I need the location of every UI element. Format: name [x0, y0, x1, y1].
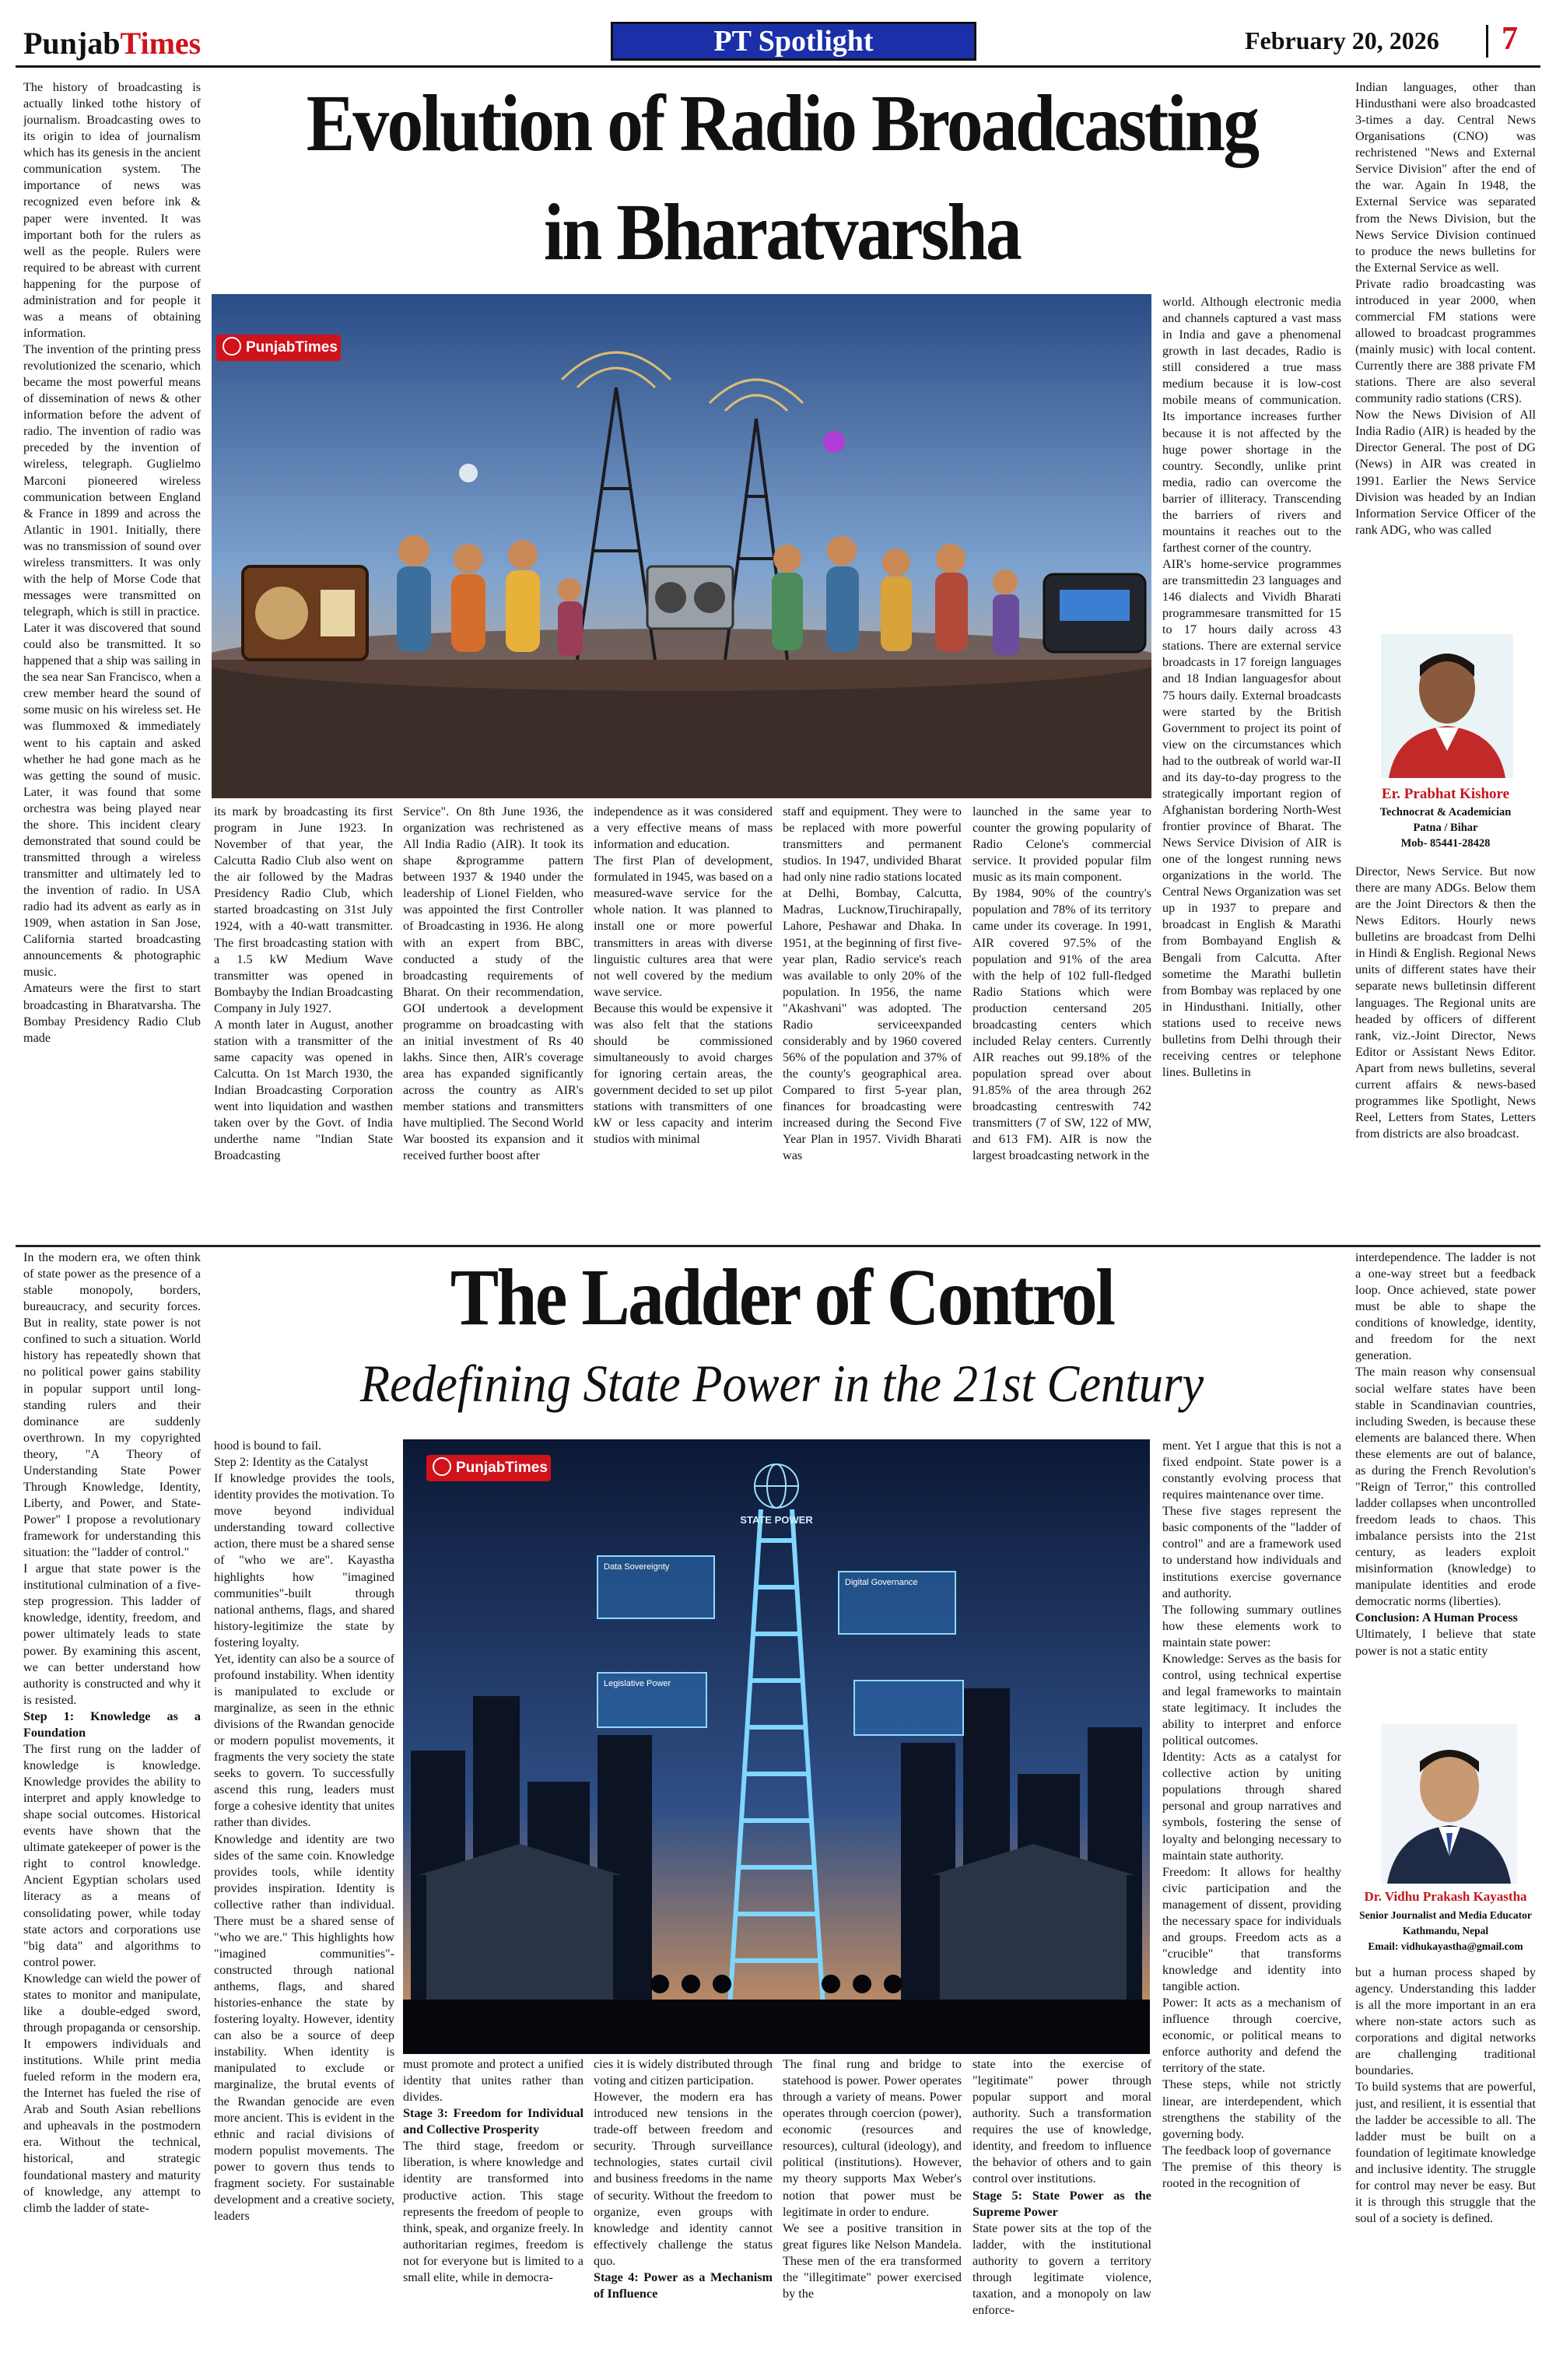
- article2-col7-text: ment. Yet I argue that this is not a fixed endpoint. State power is a constantly evolving process that requires maintenance over time. These five stages represent the basic components of the "ladder of control" and are a framework used to understand how individuals and institutions exercise governance and authority. The following summary outlines how these elements work to maintain state power: Knowledge: Serves as the basis for control, using technical expertise and legal frameworks to maintain state legitimacy. It includes the ability to interpret and enforce political outcomes. Identity: Acts as a catalyst for collective action by uniting populations through shared personal and group narratives and symbols, fostering the sense of loyalty and belonging necessary to maintain state authority. Freedom: It allows for healthy civic participation and the management of dissent, providing the necessary space for individuals and groups. Freedom acts as a "crucible" that transforms knowledge and identity into tangible action. Power: It acts as a mechanism of influence through coercive, economic, or political means to enforce authority and defend the territory of the state. These steps, while not strictly linear, are interdependent, which strengthens the stability of the governing body. The feedback loop of governance The premise of this theory is rooted in the recognition of: [1162, 1439, 1341, 2190]
- article2-col1-text: In the modern era, we often think of state power as the presence of a stable monopoly, borders, bureaucracy, and security forces. But in reality, state power is not confined to such a situation. World history has repeatedly shown that no political power gains stability in popular support until long-standing rulers and their dominance are suddenly overthrown. In my copyrighted theory, "A Theory of Understanding State Power Through Knowledge, Identity, Liberty, and Power, and State-Power" I propose a revolutionary framework for understanding this situation: the "ladder of control." I argue that state power is the institutional culmination of a five-step progression. This ladder of knowledge, identity, freedom, and power ultimately leads to state power. By examining this ascent, we can better understand how authority is constructed and why it is resisted.: [23, 1250, 201, 1707]
- issue-date: February 20, 2026: [1245, 26, 1439, 54]
- author1-title: Technocrat & Academician: [1379, 806, 1512, 818]
- article2-col8-mid: Ultimately, I believe that state power is not a static entity: [1355, 1627, 1536, 1658]
- radio-illustration: [212, 294, 1151, 798]
- article2-subtitle: Redefining State Power in the 21st Century: [359, 1354, 1204, 1413]
- article1-col5-text: staff and equipment. They were to be replaced with more powerful transmitters and permanent studios. In 1947, undivided Bharat had only nine radio stations located at Delhi, Bombay, Calcutta, Madras, Lucknow,Tiruchirapally, Lahore, Peshawar and Dhaka. In 1951, at the beginning of first five-year plan, Radio service's reach was available to only 20% of the population. In 1956, the name "Akashvani" was adopted. The Radio serviceexpanded considerably and by 1960 covered 56% of the population and 37% of the county's geographical area. Compared to first 5-year plan, finances for broadcasting were increased during the Second Five Year Plan in 1957. Vividh Bharati was: [783, 804, 962, 1163]
- author1-photo: [1381, 634, 1513, 778]
- article2-col8-top-text: interdependence. The ladder is not a one-way street but a feedback loop. Once achieved, state power must be able to shape the conditions of knowledge, identity, and freedom for the next generation. The main reason why consensual social welfare states have been stable in Scandinavian countries, including Sweden, is because these elements are balanced there. When these elements are out of balance, as during the French Revolution's "Reign of Terror," this controlled ladder collapses when uncontrolled freedom leads to chaos. This imbalance persists into the 21st century, as leaders exploit misinformation (knowledge) to manipulate identities and erode democratic norms (liberties).: [1355, 1250, 1536, 1609]
- article1-col8-top-text: Indian languages, other than Hindusthani were also broadcasted 3-times a day. Central News Organisations (CNO) was rechristened "News and External Service Division" after the end of the war. Again In 1948, the External Service was separated from the News Division, but the News Service Division continued to produce the news bulletins for the External Service as well. Private radio broadcasting was introduced in year 2000, when commercial FM stations were allowed to broadcast programmes (mainly music) with local content. Currently there are 388 private FM stations. There are also several community radio stations (CRS). Now the News Division of All India Radio (AIR) is headed by the Director General. The post of DG (News) in AIR was created in 1991. Earlier the News Service Division was headed by an Indian Information Service Officer of the rank ADG, who was called: [1355, 80, 1536, 537]
- music-note-icon: [459, 464, 478, 482]
- author1-place: Patna / Bihar: [1413, 822, 1478, 834]
- date-divider: [1486, 25, 1488, 58]
- author1-name: Er. Prabhat Kishore: [1381, 786, 1510, 802]
- article2-column-6: [972, 2056, 1151, 2366]
- article2-col3-text: must promote and protect a unified identity that unites rather than divides.: [403, 2057, 584, 2105]
- author2-portrait-svg: [1381, 1724, 1517, 1884]
- article1-col1-text: The history of broadcasting is actually linked tothe history of journalism. Broadcasting owes to its origin to idea of journalism which has its genesis in the ancient communication system. The importance of news was recognized even before ink & paper were invented. It was important both for the rulers as well as the people. Rulers were required to be abreast with current happening for the purpose of administration and for people it was a means of obtaining information. The invention of the printing press revolutionized the scenario, which became the most powerful means of dissemination of news & other information before the advent of radio. The invention of radio was preceded by the invention of wireless, telegraph. Guglielmo Marconi pioneered wireless communication between England & France in 1899 and across the Atlantic in 1901. Initially, there was no transmission of sound over wireless transmitters. It was only with the help of Morse Code that messages were transmitted on telegraph, which is still in practice. Later it was discovered that sound could also be transmitted. It so happened that a ship was sailing in the sea near San Francisco, when a crew member heard the sound of some music on his wireless set. He was flummoxed & immediately went to his captain and asked whether he had gone mach as he was getting the sound of music. Later, it was found that some orchestra was being played near the shore. This incident cleary demonstrated that sound could be transmitted through a wireless transmitter and ultimately led to the invention of radio. In USA radio had its advent as early as in 1909, when astation in San Jose, California started broadcasting announcements & photographic music. Amateurs were the first to start broadcasting in Bharatvarsha. The Bombay Presidency Radio Club made: [23, 80, 201, 1045]
- article2-col3-body: The third stage, freedom or liberation, is where knowledge and identity are transformed into productive action. This stage represents the freedom of people to think, speak, and organize freely. In authoritarian regimes, freedom is not for everyone but is limited to a small elite, while in democra-: [403, 2139, 584, 2284]
- article1-column-7: [1162, 294, 1341, 1241]
- article1-col2-text: its mark by broadcasting its first program in June 1923. In November of that year, the Calcutta Radio Club also went on the air followed by the Madras Presidency Radio Club, which started broadcasting on 31st July 1924, with a 40-watt transmitter. The first broadcasting station with a 1.5 kW Medium Wave transmitter was opened in Bombayby the Indian Broadcasting Company in July 1927. A month later in August, another station with a transmitter of the same capacity was opened in Calcutta. On 1st March 1930, the Indian Broadcasting Corporation went into liquidation and wasthen taken over by the Govt. of India underthe name "Indian State Broadcasting: [214, 804, 393, 1163]
- image-logo-text: PunjabTimes: [246, 339, 338, 356]
- article2-column-8-bottom: [1355, 1965, 1536, 2366]
- article2-col1-heading: Step 1: Knowledge as a Foundation: [23, 1709, 201, 1740]
- article1-column-3: [403, 804, 584, 1241]
- image2-logo-text: PunjabTimes: [456, 1460, 548, 1476]
- article1-column-4: [594, 804, 773, 1241]
- article2-headline: The Ladder of Control: [450, 1253, 1114, 1342]
- image-label-state-power: STATE POWER: [740, 1514, 813, 1526]
- article1-column-8-top: [1355, 79, 1536, 624]
- image-label-legislative-power: Legislative Power: [604, 1679, 671, 1688]
- article2-column-1: [23, 1250, 201, 2366]
- article2-col6-body: State power sits at the top of the ladder, with the institutional authority to govern a territory through legitimate violence, taxation, and a monopoly on law enforce-: [972, 2221, 1151, 2317]
- author2-place: Kathmandu, Nepal: [1402, 1925, 1489, 1937]
- article1-column-8-bottom: [1355, 864, 1536, 1241]
- article1-column-1: [23, 79, 201, 1240]
- article2-col4-heading: Stage 4: Power as a Mechanism of Influence: [594, 2270, 773, 2301]
- article1-col7-text: world. Although electronic media and channels captured a vast mass in India and gave a phenomenal growth in last decades, Radio is still considered a true mass medium because it is low-cost mobile means of communication. Its importance increases further because it is not affected by the huge power shortage in the country. Secondly, unlike print media, radio can overcome the barrier of illiteracy. Transcending the barriers of rivers and mountains it reaches out to the farthest corner of the country. AIR's home-service programmes are transmittedin 23 languages and 146 dialects and Vividh Bharati programmesare transmitted for 15 to 17 hours daily across 43 stations. There are external service broadcasts in 17 foreign languages and 18 Indian languagesfor about 75 hours daily. External broadcasts were started by the British Government to project its point of view on the circumstances which had to the outbreak of world war-II and its day-to-day progress to the strategically important region of Afghanistan bordering North-West frontier province of Bharat. The News Service Division of AIR is one of the longest running news organizations in the world. The Central News Organization was set up in 1937 to prepare and broadcast in English & Marathi from Bombayand English & Bengali from Calcutta. After sometime the Marathi bulletin from Bombay was replaced by one in Hindusthani. Initially, other stations used to receive news bulletins from Delhi through their receiving centres or telephone lines. Bulletins in: [1162, 295, 1341, 1079]
- ladder-of-control-illustration: [403, 1439, 1150, 2054]
- article1-headline-1: Evolution of Radio Broadcasting: [306, 79, 1258, 168]
- brand-logo: [23, 25, 201, 61]
- article2-col8-heading: Conclusion: A Human Process: [1355, 1611, 1518, 1625]
- article2-column-5: [783, 2056, 962, 2366]
- article1-column-6: [972, 804, 1151, 1241]
- article2-col3-heading: Stage 3: Freedom for Individual and Collective Prosperity: [403, 2106, 584, 2137]
- brand-times: Times: [120, 26, 202, 61]
- image-label-data-sovereignty: Data Sovereignty: [604, 1562, 670, 1572]
- author1-mobile: Mob- 85441-28428: [1400, 837, 1491, 850]
- author1-portrait-svg: [1381, 634, 1513, 778]
- brand-punjab: Punjab: [23, 26, 121, 61]
- brand-mark-icon: [433, 1457, 451, 1476]
- article2-column-7: [1162, 1438, 1341, 2366]
- author2-name: Dr. Vidhu Prakash Kayastha: [1364, 1889, 1527, 1904]
- article1-col3-text: Service". On 8th June 1936, the organization was rechristened as All India Radio (AIR). It took its shape &programme pattern between 1937 & 1940 under the leadership of Lionel Fielden, who was appointed the first Controller of Broadcasting in 1936. He along with an expert from BBC, conducted a study of the broadcasting requirements of Bharat. On their recommendation, GOI undertook a development programme on broadcasting with an initial investment of Rs 40 lakhs. Since then, AIR's coverage area has expanded significantly across the country as AIR's member stations and transmitters have multiplied. The Second World War boosted its expansion and it received further boost after: [403, 804, 584, 1163]
- article1-col8-bottom-text: Director, News Service. But now there are many ADGs. Below them are the Joint Directors & then the News Editors. Hourly news bulletins are broadcast from Delhi in Hindi & English. Regional News units of different states have their separate news bulletinsin different languages. The Regional units are headed by officers of different rank, viz.-Joint Director, News Editor or Assistant News Editor. Apart from news bulletins, several current affairs & news-based programmes like Spotlight, News Reel, Letters from States, Letters from districts are also broadcast.: [1355, 864, 1536, 1141]
- page-number: 7: [1502, 21, 1518, 57]
- article2-column-8-top: [1355, 1250, 1536, 1716]
- masthead: [16, 17, 1540, 62]
- image2-logo-badge: [426, 1455, 551, 1481]
- section-title: PT Spotlight: [713, 25, 874, 58]
- author2-photo: [1381, 1724, 1517, 1884]
- article2-col4-text: cies it is widely distributed through voting and citizen participation. However, the modern era has introduced new tensions in the trade-off between freedom and security. Through surveillance technologies, states curtail civil and business freedoms in the name of security. Without the freedom to organize, even groups with knowledge and identity cannot effectively challenge the status quo.: [594, 2057, 773, 2268]
- author2-title: Senior Journalist and Media Educator: [1359, 1909, 1532, 1921]
- car-dashboard-radio-icon: [1044, 574, 1145, 652]
- article1-col6-text: launched in the same year to counter the growing popularity of Radio Celone's commercial service. It provided popular film music as its main component. By 1984, 90% of the country's population and 78% of its territory came under its coverage. In 1991, AIR covered 97.5% of the population and 91% of the area with the help of 102 full-fledged Radio Stations which were production centersand 205 broadcasting centers which included Relay centers. Currently AIR reaches out 99.18% of the population spread over about 91.85% of the area through 262 broadcasting centreswith 742 transmitters (7 of SW, 122 of MW, and 613 FM). AIR is now the largest broadcasting network in the: [972, 804, 1151, 1163]
- article2-column-2: [214, 1438, 394, 2366]
- article2-col6-text: state into the exercise of "legitimate" power through popular support and moral authority. Such a transformation requires the use of knowledge, identity, and freedom to influence the behavior of others and to gain control over institutions.: [972, 2057, 1151, 2186]
- article1-column-2: [214, 804, 393, 1241]
- article-divider: [16, 1245, 1540, 1247]
- article2-col2-text: hood is bound to fail. Step 2: Identity as the Catalyst If knowledge provides the tools, identity provides the motivation. To move beyond individual understanding toward collective action, there must be a shared sense of "who we are". Kayastha highlights how "imagined communities"-built through national anthems, flags, and shared history-legitimize the state by fostering loyalty. Yet, identity can also be a source of profound instability. When identity is manipulated to exclude or marginalize, as seen in the ethnic divisions of the Rwandan genocide or modern populist movements, it fragments the very society the state seeks to govern. To successfully ascend this rung, leaders must forge a cohesive identity that unites rather than divides. Knowledge and identity are two sides of the same coin. Knowledge provides tools, while identity provides inspiration. Identity is collective rather than individual. There must be a shared sense of "who we are." This highlights how "imagined communities"-constructed through national anthems, flags, and shared histories-enhance the state by fostering loyalty. However, identity can also be a source of deep instability. When identity is manipulated to exclude or marginalize, the brutal events of the Rwandan genocide are even more ancient. This is evident in the ethnic and racial divisions of modern populist movements. The power to govern thus tends to fragment society. For sustainable development and a creative society, leaders: [214, 1439, 394, 2223]
- article1-col4-text: independence as it was considered a very effective means of mass information and education. The first Plan of development, formulated in 1945, was based on a measured-wave service for the whole nation. It was planned to install one or more powerful transmitters in areas with diverse linguistic cultures area that were not well covered by the medium wave service. Because this would be expensive it was also felt that the stations should be commissioned simultaneously to avoid charges for ignoring certain areas, the government decided to set up pilot stations with transmitters of one kW or less capacity and interim studios with minimal: [594, 804, 773, 1147]
- article2-col8-bottom-text: but a human process shaped by agency. Understanding this ladder is all the more important in an era where non-state actors such as corporations and digital networks are challenging traditional boundaries. To build systems that are powerful, just, and resilient, it is essential that the ladder be accessible to all. The ladder must be built on a foundation of legitimate knowledge and inclusive identity. The struggle for control may never be easy. But it is through this struggle that the soul of a society is defined.: [1355, 1965, 1536, 2225]
- ladder-scene-svg: [403, 1439, 1150, 2054]
- article1-headline-2: in Bharatvarsha: [543, 188, 1021, 277]
- classical-building-left: [419, 1844, 621, 2007]
- article2-col6-heading: Stage 5: State Power as the Supreme Power: [972, 2188, 1151, 2219]
- article2-column-4: [594, 2056, 773, 2366]
- classical-building-right: [932, 1844, 1134, 2007]
- image-label-digital-governance: Digital Governance: [845, 1578, 918, 1587]
- article2-col1-body: The first rung on the ladder of knowledge is knowledge. Knowledge provides the ability to interpret and apply knowledge to shape social outcomes. Historical events have shown that the ultimate gatekeeper of power is the right to control knowledge. Ancient Egyptian scholars used literacy as a means of consolidating power, while today state actors and corporations use "big data" and algorithms to control power. Knowledge can wield the power of states to monitor and manipulate, like a double-edged sword, through propaganda or censorship. It empowers individuals and institutions. While print media fueled reform in the modern era, the Internet has fueled the rise of Arab and South Asian rebellions and upheavals in the postmodern era. Without the technical, historical, and strategic foundational mastery and maturity of knowledge, any attempt to climb the ladder of state-: [23, 1741, 201, 2215]
- radio-scene-svg: [212, 294, 1151, 798]
- masthead-rule: [16, 65, 1540, 68]
- author2-email: Email: vidhukayastha@gmail.com: [1368, 1940, 1523, 1952]
- podcast-icon: [823, 431, 845, 453]
- image-logo-badge: [216, 335, 341, 361]
- brand-mark-icon: [223, 337, 241, 356]
- article2-col5-text: The final rung and bridge to statehood is power. Power operates through a variety of means. Power operates through coercion (power), economic (resources and resources), cultural (ideology), and political (institutions). However, my theory supports Max Weber's notion that power must be legitimate in order to endure. We see a positive transition in great figures like Nelson Mandela. These men of the era transformed the "illegitimate" power exercised by the: [783, 2057, 962, 2301]
- article1-column-5: [783, 804, 962, 1241]
- old-radio-icon: [243, 566, 367, 660]
- article2-column-3: [403, 2056, 584, 2366]
- transistor-radio-icon: [647, 566, 733, 629]
